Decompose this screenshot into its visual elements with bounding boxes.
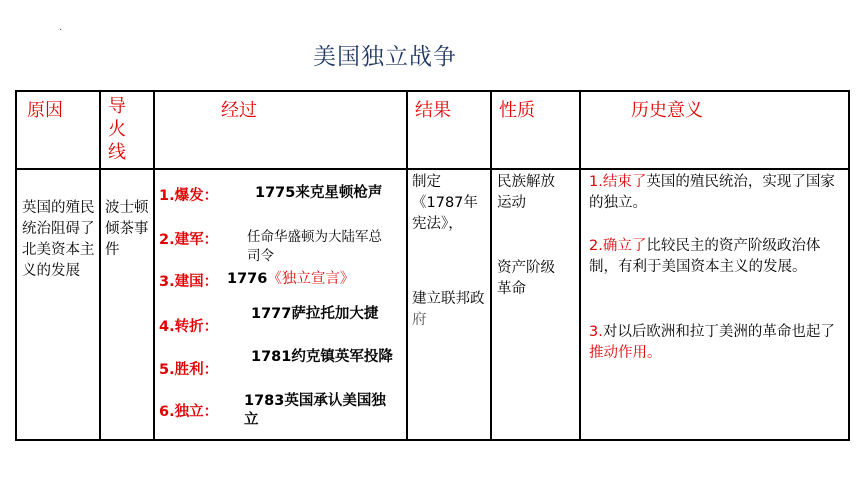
header-cause: 原因 xyxy=(27,100,63,121)
event-text: 1781约克镇英军投降 xyxy=(251,349,393,365)
cause-text: 英国的殖民统治阻碍了北美资本主义的发展 xyxy=(22,200,95,279)
nature-national-liberation: 民族解放运动 xyxy=(497,174,555,211)
event-label: 4.转折： xyxy=(159,319,219,335)
event-text: 1775来克星顿枪声 xyxy=(255,185,383,201)
declaration-title: 《独立宣言》 xyxy=(267,271,355,287)
header-nature: 性质 xyxy=(499,100,535,121)
event-label: 3.建国： xyxy=(159,274,219,290)
event-year: 1776 xyxy=(227,271,268,287)
significance-num: 3. xyxy=(589,324,603,340)
event-army xyxy=(159,228,404,268)
nature-bourgeois-revolution: 资产阶级革命 xyxy=(497,260,555,297)
significance-rest: 英国的殖民统治，实现了国家的独立。 xyxy=(589,174,835,211)
result-constitution: 制定《1787年宪法》， xyxy=(412,174,478,232)
significance-3 xyxy=(589,322,839,364)
result-federal xyxy=(412,289,488,331)
event-outbreak xyxy=(159,178,404,218)
header-process: 经过 xyxy=(221,100,257,121)
event-label: 2.建军： xyxy=(159,232,219,248)
significance-highlight: 结束了 xyxy=(602,174,647,190)
col-border-left xyxy=(15,90,17,441)
event-founding xyxy=(159,270,404,294)
significance-highlight: 确立了 xyxy=(602,238,647,254)
trigger-text: 波士顿倾茶事件 xyxy=(105,200,149,258)
event-label: 6.独立： xyxy=(159,404,219,420)
significance-1 xyxy=(589,172,839,214)
event-victory xyxy=(159,348,404,392)
history-table xyxy=(15,90,850,441)
col-divider-3 xyxy=(406,90,408,441)
event-independence xyxy=(159,392,404,436)
process-list xyxy=(159,178,404,438)
result-federal-main: 建立联邦政 xyxy=(412,291,485,307)
corner-mark: . xyxy=(59,22,63,33)
event-text xyxy=(227,270,354,289)
significance-rest: 比较民主的资产阶级政治体制，有利于美国资本主义的发展。 xyxy=(589,238,821,275)
event-label: 1.爆发： xyxy=(159,188,219,204)
event-text: 1777萨拉托加大捷 xyxy=(251,306,379,322)
significance-num: 2. xyxy=(589,238,603,254)
significance-num: 1. xyxy=(589,174,603,190)
event-text: 1783英国承认美国独立 xyxy=(244,393,386,428)
page-title: 美国独立战争 xyxy=(313,44,457,70)
result-federal-tail: 府 xyxy=(412,312,427,328)
event-turning-point xyxy=(159,305,404,335)
header-significance: 历史意义 xyxy=(631,100,703,121)
col-divider-5 xyxy=(579,90,581,441)
header-divider xyxy=(15,168,850,170)
header-trigger: 导火线 xyxy=(108,96,126,163)
table-border-bottom xyxy=(15,439,850,441)
col-border-right xyxy=(848,90,850,441)
col-divider-2 xyxy=(153,90,155,441)
event-label: 5.胜利： xyxy=(159,362,219,378)
col-divider-4 xyxy=(490,90,492,441)
col-divider-1 xyxy=(99,90,101,441)
table-border-top xyxy=(15,90,850,92)
significance-highlight: 推动作用。 xyxy=(589,345,662,361)
event-text: 任命华盛顿为大陆军总司令 xyxy=(247,229,382,264)
significance-lead: 对以后欧洲和拉丁美洲的革命也起了 xyxy=(602,324,835,340)
significance-2 xyxy=(589,236,839,278)
header-result: 结果 xyxy=(415,100,451,121)
